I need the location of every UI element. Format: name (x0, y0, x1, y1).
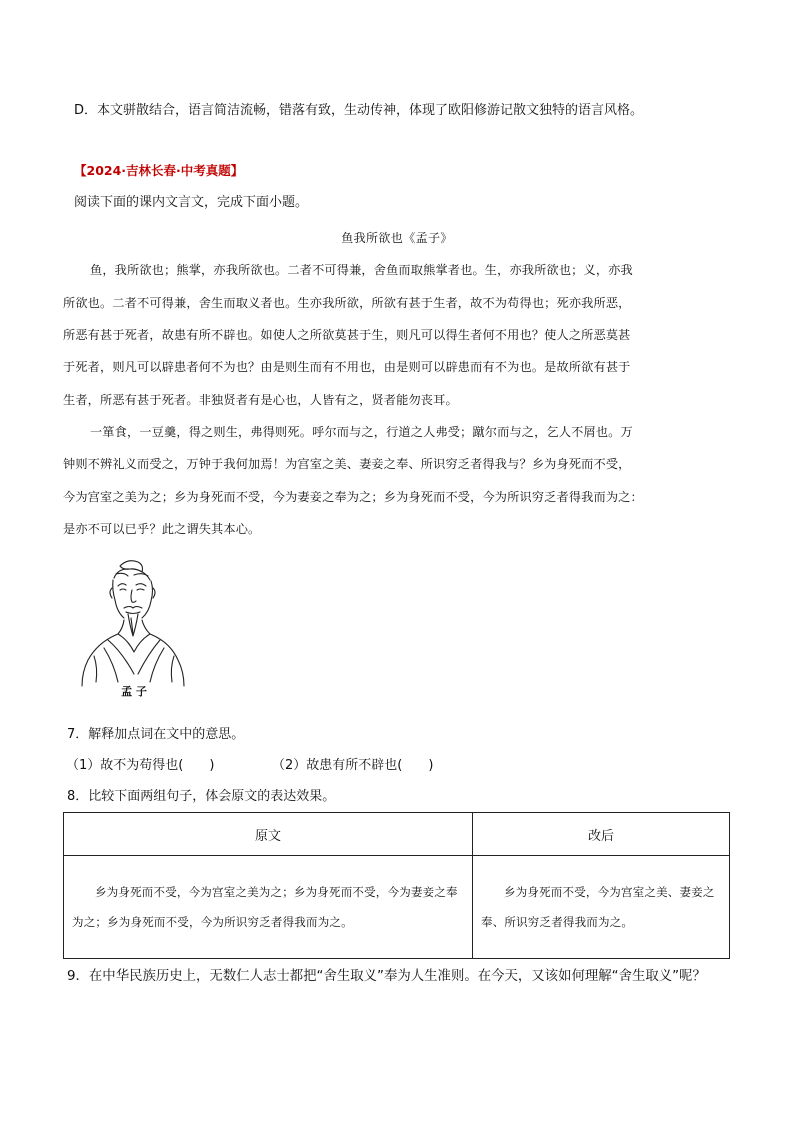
question-9-stem: 9．在中华民族历史上，无数仁人志士都把“舍生取义”奉为人生准则。在今天，又该如何理解“舍生取义”呢？ (67, 969, 706, 984)
question-8-stem: 8．比较下面两组句子，体会原文的表达效果。 (67, 789, 336, 804)
portrait-caption: 孟 子 (121, 685, 147, 698)
header-revised: 改后 (473, 813, 730, 856)
passage-line: 是亦不可以已乎？此之谓失其本心。 (63, 522, 261, 536)
revised-sentence: 乡为身死而不受，今为宫室之美、妻妾之奉、所识穷乏者得我而为之。 (481, 885, 715, 929)
passage-line: 于死者，则凡可以辟患者何不为也？由是则生而有不用也，由是则可以辟患而有不为也。是故所欲有甚于 (63, 360, 631, 374)
reading-instruction: 阅读下面的课内文言文，完成下面小题。 (74, 195, 309, 210)
source-tag: 【2024·吉林长春·中考真题】 (74, 163, 244, 178)
passage-line: 所恶有甚于死者，故患有所不辟也。如使人之所欲莫甚于生，则凡可以得生者何不用也？使人之所恶莫甚 (63, 328, 631, 342)
option-d-text: D．本文骈散结合，语言简洁流畅，错落有致，生动传神，体现了欧阳修游记散文独特的语言风格。 (74, 103, 644, 118)
header-original: 原文 (64, 813, 473, 856)
original-sentence: 乡为身死而不受，今为宫室之美为之；乡为身死而不受，今为妻妾之奉为之；乡为身死而不受，今为所识穷乏者得我而为之。 (72, 885, 458, 929)
question-7-stem: 7．解释加点词在文中的意思。 (67, 727, 245, 742)
passage-line: 生者，所恶有甚于死者。非独贤者有是心也，人皆有之，贤者能勿丧耳。 (63, 393, 458, 407)
passage-title: 鱼我所欲也《孟子》 (341, 231, 453, 245)
passage-line: 一箪食，一豆羹，得之则生，弗得则死。呼尔而与之，行道之人弗受；蹴尔而与之，乞人不屑也。万 (90, 425, 633, 439)
passage-line: 今为宫室之美为之；乡为身死而不受，今为妻妾之奉为之；乡为身死而不受，今为所识穷乏者得我而为之： (63, 490, 643, 504)
passage-line: 钟则不辨礼义而受之，万钟于我何加焉！为宫室之美、妻妾之奉、所识穷乏者得我与？乡为身死而不受， (63, 457, 631, 471)
passage-line: 鱼，我所欲也；熊掌，亦我所欲也。二者不可得兼，舍鱼而取熊掌者也。生，亦我所欲也；义，亦我 (90, 263, 633, 277)
table-row (64, 856, 730, 959)
mencius-portrait (78, 556, 190, 706)
question-7-sub1: （1）故不为苟得也( ) (66, 758, 215, 773)
question-7-sub2: （2）故患有所不辟也( ) (272, 758, 434, 773)
comparison-table (63, 812, 730, 959)
passage-line: 所欲也。二者不可得兼，舍生而取义者也。生亦我所欲，所欲有甚于生者，故不为苟得也；死亦我所恶， (63, 296, 631, 310)
table-header-row (64, 813, 730, 856)
